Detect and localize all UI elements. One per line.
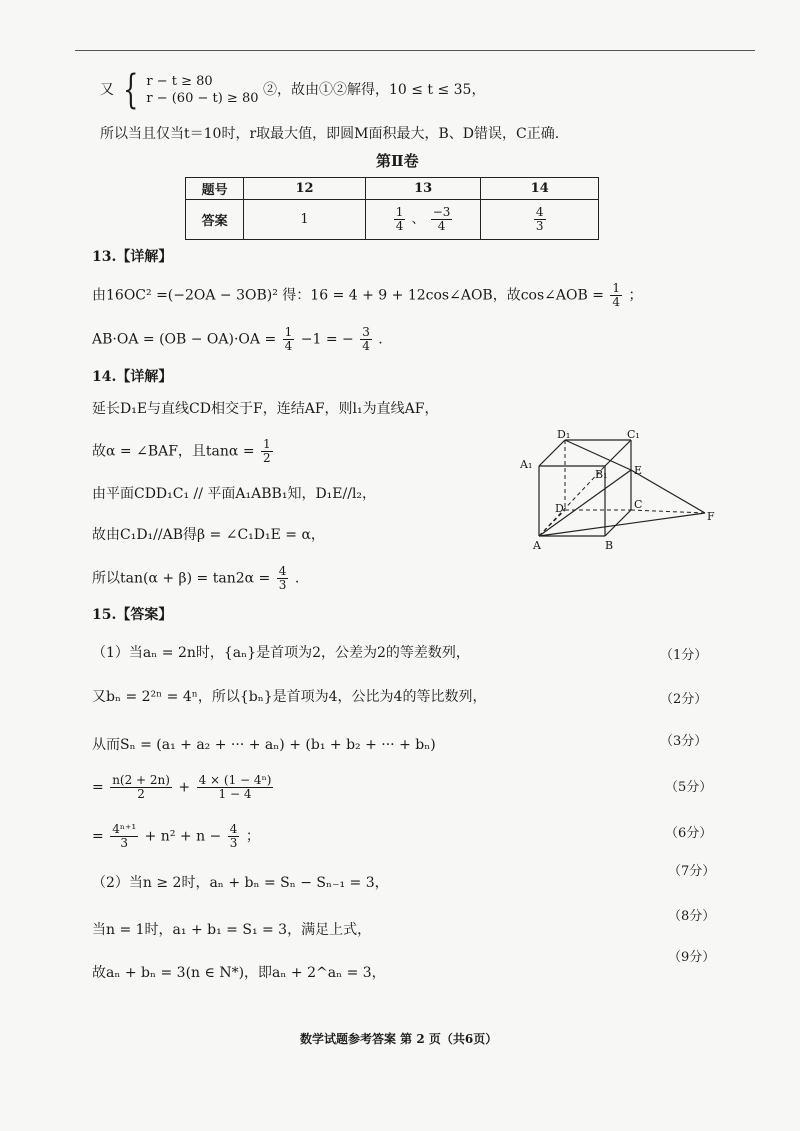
q15-score-7: （8分） bbox=[668, 909, 716, 924]
q15-line-1: （1）当aₙ = 2n时，{aₙ}是首项为2，公差为2的等差数列， bbox=[92, 645, 470, 661]
answer-14-frac: $\frac{4}{3}$ bbox=[535, 205, 544, 233]
q13-line-2-text: AB·OA = (OB − OA)·OA = bbox=[92, 331, 277, 348]
page-top-rule bbox=[75, 50, 755, 51]
q15-score-3: （3分） bbox=[660, 734, 708, 749]
page-footer: 数学试题参考答案 第 2 页（共6页） bbox=[300, 1032, 498, 1046]
answer-13-frac-b: $\frac{-3}{4}$ bbox=[432, 205, 451, 233]
q15-line-4-plus: + bbox=[178, 779, 191, 796]
cube-figure bbox=[515, 428, 725, 553]
q13-line-1 bbox=[92, 282, 643, 309]
inequality-system-line bbox=[100, 67, 486, 113]
label-C: C bbox=[634, 498, 643, 511]
answer-12: 1 bbox=[244, 200, 365, 240]
q15-line-4-frac-2: $\frac{\text{4 × (1 − 4ⁿ)}}{1 - 4}$ bbox=[198, 773, 272, 801]
q15-line-5-eq: = bbox=[92, 828, 104, 845]
q13-line-2-suffix: . bbox=[378, 331, 383, 348]
answer-13-frac-a: $\frac{1}{4}$ bbox=[395, 205, 404, 233]
table-col-13: 13 bbox=[365, 178, 481, 200]
answer-14 bbox=[481, 200, 599, 240]
q15-line-4-eq: = bbox=[92, 779, 104, 796]
system-line-1: r − t ≥ 80 bbox=[146, 74, 213, 89]
label-D: D bbox=[555, 502, 564, 515]
q15-line-5-frac-1: $\frac{\text{4ⁿ⁺¹}}{3}$ bbox=[112, 822, 137, 850]
q15-score-1: （1分） bbox=[660, 648, 708, 663]
label-B1: B₁ bbox=[595, 468, 608, 481]
table-answer-row bbox=[186, 200, 599, 240]
q15-line-8: 故aₙ + bₙ = 3(n ∈ N*)，即aₙ + 2^aₙ = 3， bbox=[92, 965, 386, 981]
q15-line-2: 又bₙ = 2²ⁿ = 4ⁿ，所以{bₙ}是首项为4，公比为4的等比数列， bbox=[92, 689, 487, 705]
q15-score-8: （9分） bbox=[668, 950, 716, 965]
q14-line-5-frac: $\frac{4}{3}$ bbox=[278, 564, 287, 592]
q13-line-1-text: 由16OC² =(−2OA − 3OB)² 得：16 = 4 + 9 + 12cos∠AOB，故cos∠AOB = bbox=[92, 287, 604, 304]
q15-score-6: （7分） bbox=[668, 864, 716, 879]
q13-line-1-frac: $\frac{1}{4}$ bbox=[612, 281, 621, 309]
q13-line-2 bbox=[92, 326, 383, 353]
q14-line-5 bbox=[92, 565, 299, 592]
q15-line-6: （2）当n ≥ 2时，aₙ + bₙ = Sₙ − Sₙ₋₁ = 3， bbox=[92, 875, 389, 891]
label-A1: A₁ bbox=[520, 458, 533, 471]
q15-line-3: 从而Sₙ = (a₁ + a₂ + ··· + aₙ) + (b₁ + b₂ + ··· + bₙ) bbox=[92, 737, 436, 753]
section-title: 第Ⅱ卷 bbox=[376, 152, 419, 170]
table-col-14: 14 bbox=[481, 178, 599, 200]
q14-line-5-suffix: . bbox=[294, 570, 300, 587]
conclusion-line: 所以当且仅当t＝10时，r取最大值，即圆M面积最大，B、D错误，C正确. bbox=[100, 126, 560, 142]
label-C1: C₁ bbox=[627, 428, 640, 441]
q13-heading: 13.【详解】 bbox=[92, 249, 173, 265]
q14-heading: 14.【详解】 bbox=[92, 369, 173, 385]
q13-line-2-mid: −1 = − bbox=[300, 331, 354, 348]
q15-line-7: 当n = 1时，a₁ + b₁ = S₁ = 3，满足上式， bbox=[92, 922, 372, 938]
q14-line-2-frac: $\frac{1}{2}$ bbox=[263, 437, 271, 465]
q13-line-1-suffix: ； bbox=[628, 287, 643, 304]
q15-line-5-mid: + n² + n − bbox=[144, 828, 222, 845]
table-answer-label: 答案 bbox=[186, 200, 244, 240]
q15-line-5-suffix: ； bbox=[245, 828, 260, 845]
q14-line-2 bbox=[92, 438, 275, 465]
q15-line-5 bbox=[92, 823, 260, 850]
q14-line-5-text: 所以tan(α + β) = tan2α = bbox=[92, 570, 271, 587]
label-A: A bbox=[533, 539, 541, 552]
label-B: B bbox=[605, 539, 614, 552]
q14-line-3: 由平面CDD₁C₁ // 平面A₁ABB₁知，D₁E//l₂， bbox=[92, 486, 377, 502]
q13-line-2-frac-1: $\frac{1}{4}$ bbox=[284, 325, 293, 353]
q14-line-2-text: 故α = ∠BAF，且tanα = bbox=[92, 443, 255, 460]
q15-score-4: （5分） bbox=[665, 780, 713, 795]
table-header-label: 题号 bbox=[186, 178, 244, 200]
table-header-row bbox=[186, 178, 599, 200]
q15-heading: 15.【答案】 bbox=[92, 607, 173, 623]
system-suffix: ②，故由①②解得，10 ≤ t ≤ 35， bbox=[262, 82, 486, 98]
system-prefix: 又 bbox=[100, 82, 114, 98]
q15-line-4-frac-1: $\frac{n(2 + 2n)}{2}$ bbox=[112, 773, 170, 801]
q15-score-2: （2分） bbox=[660, 692, 708, 707]
answer-table bbox=[185, 177, 599, 240]
label-D1: D₁ bbox=[557, 428, 571, 441]
system-line-2: r − (60 − t) ≥ 80 bbox=[146, 91, 259, 106]
q15-score-5: （6分） bbox=[665, 826, 713, 841]
answer-13-separator: 、 bbox=[411, 212, 425, 227]
answer-13 bbox=[365, 200, 481, 240]
table-col-12: 12 bbox=[244, 178, 365, 200]
q15-line-5-frac-2: $\frac{4}{3}$ bbox=[229, 822, 238, 850]
system-brace: { bbox=[123, 67, 139, 113]
q15-line-4 bbox=[92, 774, 275, 801]
system-lines bbox=[146, 73, 258, 107]
label-F: F bbox=[707, 510, 715, 523]
label-E: E bbox=[634, 464, 643, 477]
q13-line-2-frac-2: $\frac{3}{4}$ bbox=[362, 325, 370, 353]
q14-line-1: 延长D₁E与直线CD相交于F，连结AF，则l₁为直线AF， bbox=[92, 401, 439, 417]
q14-line-4: 故由C₁D₁//AB得β = ∠C₁D₁E = α， bbox=[92, 527, 325, 543]
